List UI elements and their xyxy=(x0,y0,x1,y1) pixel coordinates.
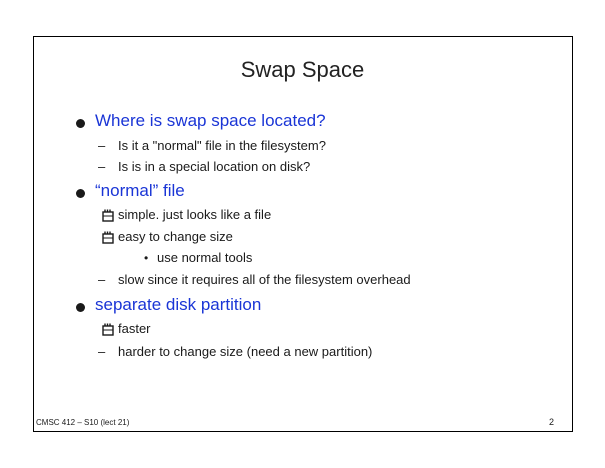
small-bullet-marker: • xyxy=(144,251,149,265)
list-item: Is is in a special location on disk? xyxy=(118,159,311,174)
dash-marker: – xyxy=(98,138,106,153)
section-heading-separate-partition: separate disk partition xyxy=(95,295,262,314)
footer-course-label: CMSC 412 – S10 (lect 21) xyxy=(36,418,130,427)
bullet-dot xyxy=(76,119,85,128)
list-item: harder to change size (need a new partition) xyxy=(118,344,373,359)
list-item: simple. just looks like a file xyxy=(118,207,272,222)
pointing-hand-icon xyxy=(102,209,115,222)
list-item: easy to change size xyxy=(118,229,233,244)
list-item: Is it a "normal" file in the filesystem? xyxy=(118,138,326,153)
bullet-dot xyxy=(76,303,85,312)
bullet-dot xyxy=(76,189,85,198)
section-heading-normal-file: “normal” file xyxy=(95,181,185,200)
pointing-hand-icon xyxy=(102,231,115,244)
list-item: faster xyxy=(118,321,151,336)
page-number: 2 xyxy=(549,417,555,427)
section-heading-swap-location: Where is swap space located? xyxy=(95,111,326,130)
dash-marker: – xyxy=(98,272,106,287)
dash-marker: – xyxy=(98,344,106,359)
list-item: slow since it requires all of the filesystem overhead xyxy=(118,272,411,287)
dash-marker: – xyxy=(98,159,106,174)
pointing-hand-icon xyxy=(102,323,115,336)
list-item: use normal tools xyxy=(157,250,253,265)
slide-title: Swap Space xyxy=(240,57,365,82)
